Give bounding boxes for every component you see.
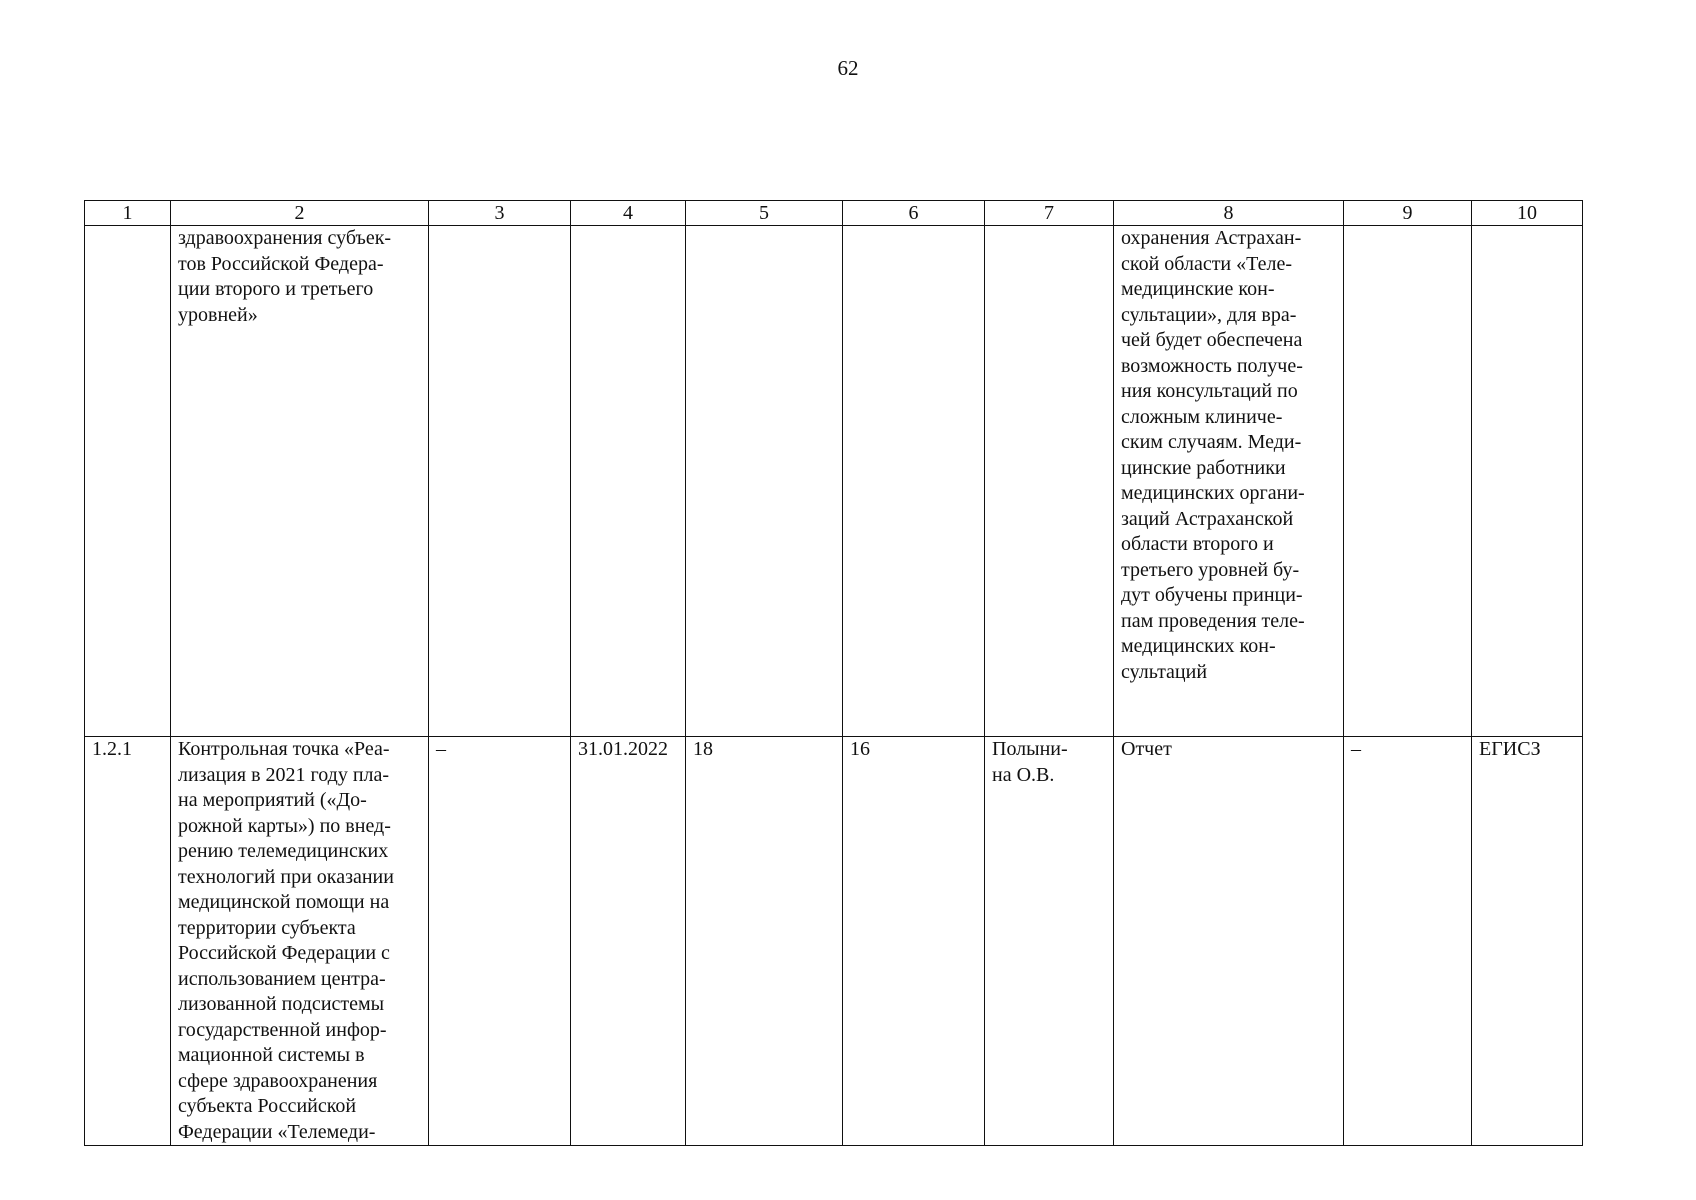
column-number-header: 2 bbox=[171, 201, 429, 226]
table-cell bbox=[985, 226, 1114, 737]
table-row bbox=[85, 226, 1583, 737]
column-number-header: 9 bbox=[1344, 201, 1472, 226]
table-cell: 1.2.1 bbox=[85, 737, 171, 1146]
column-number-header: 7 bbox=[985, 201, 1114, 226]
table-cell: 16 bbox=[843, 737, 985, 1146]
table-cell: Полыни- на О.В. bbox=[985, 737, 1114, 1146]
page-number: 62 bbox=[837, 56, 859, 80]
table-cell: 31.01.2022 bbox=[571, 737, 686, 1146]
table-cell bbox=[686, 226, 843, 737]
plan-table bbox=[84, 200, 1583, 1146]
column-number-header: 4 bbox=[571, 201, 686, 226]
column-number-header: 1 bbox=[85, 201, 171, 226]
table-cell bbox=[1344, 226, 1472, 737]
table-cell: Контрольная точка «Реа- лизация в 2021 году пла- на мероприятий («До- рожной карты») по внед- рению телемедицинских технологий при оказании медицинской помощи на территории субъекта Российской Федерации с использованием центра- лизованной подсистемы государственной инфор- мационной системы в сфере здравоохранения субъекта Российской Федерации «Телемеди- bbox=[171, 737, 429, 1146]
table-cell bbox=[1472, 226, 1583, 737]
column-number-header: 6 bbox=[843, 201, 985, 226]
table-cell bbox=[571, 226, 686, 737]
table-cell: – bbox=[429, 737, 571, 1146]
column-number-header: 5 bbox=[686, 201, 843, 226]
column-number-header: 10 bbox=[1472, 201, 1583, 226]
table-cell bbox=[85, 226, 171, 737]
table-cell: здравоохранения субъек- тов Российской Федера- ции второго и третьего уровней» bbox=[171, 226, 429, 737]
table-cell: – bbox=[1344, 737, 1472, 1146]
table-cell bbox=[429, 226, 571, 737]
table-cell: ЕГИСЗ bbox=[1472, 737, 1583, 1146]
table-row bbox=[85, 737, 1583, 1146]
table-cell bbox=[843, 226, 985, 737]
table-cell: охранения Астрахан- ской области «Теле- медицинские кон- сультации», для вра- чей будет обеспечена возможность получе- ния консультаций по сложным клиниче- ским случаям. Меди- цинские работники медицинских органи- заций Астраханской области второго и третьего уровней бу- дут обучены принци- пам проведения теле- медицинских кон- сультаций bbox=[1114, 226, 1344, 737]
column-number-row bbox=[85, 201, 1583, 226]
column-number-header: 3 bbox=[429, 201, 571, 226]
column-number-header: 8 bbox=[1114, 201, 1344, 226]
table-cell: Отчет bbox=[1114, 737, 1344, 1146]
table-cell: 18 bbox=[686, 737, 843, 1146]
